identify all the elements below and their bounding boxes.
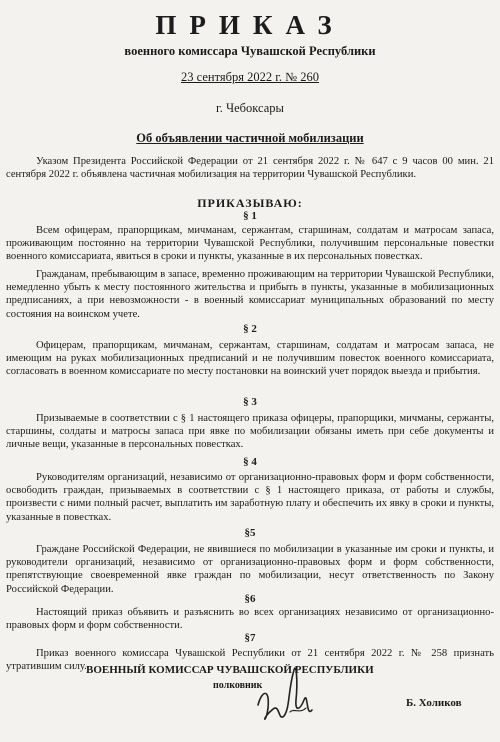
document-city: г. Чебоксары — [216, 101, 284, 115]
section-1-paragraph-1: Всем офицерам, прапорщикам, мичманам, сержантам, старшинам, солдатам и матросам запаса, проживающим постоянно на территории Чувашской Республики, получившим персональные повестки военного комиссариата, явиться в сроки и пункты, указанные в их персональных повестках. — [6, 225, 494, 263]
section-6-block — [6, 606, 494, 632]
section-3-heading: § 3 — [243, 396, 257, 408]
intro-paragraph: Указом Президента Российской Федерации от 21 сентября 2022 г. № 647 с 9 часов 00 мин. 21 сентября 2022 г. объявлена частичная мобилизация на территории Чувашской Республики. — [6, 156, 494, 181]
section-3-block — [6, 412, 494, 452]
section-5-paragraph: Граждане Российской Федерации, не явившиеся по мобилизации в указанные им сроки и пункты, и руководители организаций, независимо от организационно-правовых форм и форм собственности, препятствующие своевременной явке граждан по мобилизации, несут ответственность по Закону Российской Федерации. — [6, 544, 494, 595]
section-2-block — [6, 339, 494, 379]
section-5-heading: §5 — [244, 527, 256, 539]
section-7-heading: §7 — [244, 632, 256, 644]
section-4-heading: § 4 — [243, 456, 257, 468]
section-4-block — [6, 471, 494, 524]
signatory-position: ВОЕННЫЙ КОМИССАР ЧУВАШСКОЙ РЕСПУБЛИКИ — [86, 664, 374, 676]
section-1-heading: § 1 — [243, 210, 257, 222]
document-date-line — [0, 70, 500, 85]
section-6-paragraph: Настоящий приказ объявить и разъяснить во всех организациях независимо от организационно-правовых форм и форм собственности. — [6, 607, 494, 632]
section-2-heading: § 2 — [243, 323, 257, 335]
section-1-paragraph-2-block — [6, 268, 494, 321]
document-title: ПРИКАЗ — [155, 10, 345, 40]
section-2-paragraph: Офицерам, прапорщикам, мичманам, сержантам, старшинам, солдатам и матросам запаса, не имеющим на руках мобилизационных предписаний и не получившим повесток военного комиссариата, согласовать в военном комиссариате по месту постановки на воинский учет порядок выезда и прибытия. — [6, 340, 494, 378]
handwritten-signature — [250, 650, 320, 730]
section-7-paragraph: Приказ военного комиссара Чувашской Республики от 21 сентября 2022 г. № 258 признать утратившим силу. — [6, 648, 494, 673]
document-heading: Об объявлении частичной мобилизации — [136, 131, 364, 145]
document-date: 23 сентября 2022 г. № 260 — [181, 70, 319, 84]
section-1-paragraph-2: Гражданам, пребывающим в запасе, временно проживающим на территории Чувашской Республики, немедленно убыть к месту постоянного жительства и прибыть в пункты, указанные в мобилизационных предписаниях, а при невозможности - в военный комиссариат муниципальных образований по месту состояния на воинском учете. — [6, 269, 494, 320]
signatory-rank: полковник — [213, 680, 263, 691]
document-subtitle: военного комиссара Чувашской Республики — [124, 44, 376, 58]
signatory-name: Б. Холиков — [406, 697, 462, 709]
section-5-block — [6, 543, 494, 596]
section-1-paragraph-1-block — [6, 224, 494, 264]
section-4-paragraph: Руководителям организаций, независимо от организационно-правовых форм и форм собственности, освободить граждан, призываемых в соответствии с § 1 настоящего приказа, от работы и службы, произвести с ними полный расчет, выплатить им заработную плату и обеспечить их явку в сроки и пункты, указанные в повестках. — [6, 472, 494, 523]
section-3-paragraph: Призываемые в соответствии с § 1 настоящего приказа офицеры, прапорщики, мичманы, сержанты, старшины, солдаты и матросы запаса при явке по мобилизации обязаны иметь при себе документы и личные вещи, указанные в персональных повестках. — [6, 413, 494, 451]
section-6-heading: §6 — [244, 593, 256, 605]
intro-block — [6, 155, 494, 181]
orders-label: ПРИКАЗЫВАЮ: — [197, 196, 303, 210]
